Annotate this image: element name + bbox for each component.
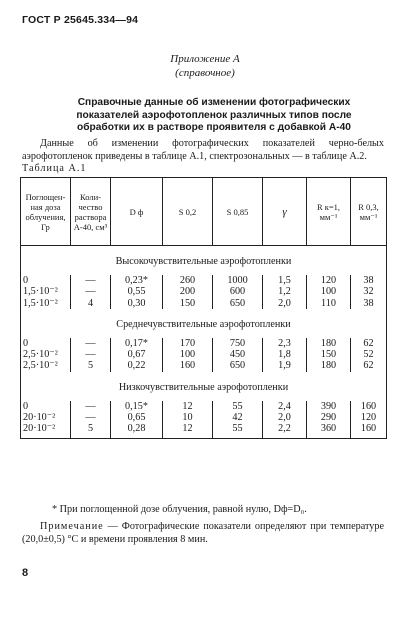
cell: 38 bbox=[363, 297, 374, 309]
cell: 750 bbox=[229, 338, 246, 350]
section-title: Среднечувствительные аэрофотопленки bbox=[21, 309, 387, 338]
section-title: Высокочувствительные аэрофотопленки bbox=[21, 246, 387, 276]
table-row bbox=[21, 401, 387, 439]
cell: 450 bbox=[229, 349, 246, 361]
cell: 52 bbox=[363, 349, 374, 361]
cell: 12 bbox=[182, 400, 193, 412]
cell: 1000 bbox=[227, 275, 248, 287]
cell: — bbox=[85, 349, 96, 361]
appendix-title: Приложение А bbox=[170, 53, 240, 65]
cell: — bbox=[85, 338, 96, 350]
cell: 0,17* bbox=[125, 338, 148, 350]
cell: 62 bbox=[363, 338, 374, 350]
cell: — bbox=[85, 400, 96, 412]
cell: 5 bbox=[87, 360, 94, 372]
cell: 290 bbox=[320, 412, 337, 424]
header-gamma: γ bbox=[263, 178, 307, 246]
cell: 55 bbox=[232, 400, 243, 412]
cell: 260 bbox=[179, 275, 196, 287]
cell: 62 bbox=[363, 360, 374, 372]
cell: 1,2 bbox=[278, 286, 291, 298]
cell: 1,8 bbox=[278, 349, 291, 361]
cell: 20·10⁻² bbox=[23, 423, 56, 435]
cell: 0 bbox=[23, 400, 29, 412]
section-header bbox=[21, 309, 387, 338]
cell: 5 bbox=[87, 423, 94, 435]
section-header bbox=[21, 246, 387, 276]
table-caption: Таблица А.1 bbox=[22, 163, 87, 174]
cell: 600 bbox=[229, 286, 246, 298]
cell: 120 bbox=[360, 412, 377, 424]
cell: — bbox=[85, 275, 96, 287]
appendix-subtitle: (справочное) bbox=[175, 67, 235, 79]
cell: 0 bbox=[23, 275, 29, 287]
note-text: — Фотографические показатели определяют при температуре (20,0±0,5) °С и времени проявления 8 мин. bbox=[22, 521, 384, 545]
cell: 170 bbox=[179, 338, 196, 350]
header-rk: R к=1, мм⁻¹ bbox=[307, 178, 351, 246]
cell: 2,3 bbox=[278, 338, 291, 350]
cell: 180 bbox=[320, 338, 337, 350]
cell: 1,5·10⁻² bbox=[23, 286, 58, 298]
cell: 180 bbox=[320, 360, 337, 372]
cell: 42 bbox=[232, 412, 243, 424]
cell: 0,15* bbox=[125, 400, 148, 412]
header-solution: Коли-чество раствора А-40, см³ bbox=[71, 178, 111, 246]
cell: 0,65 bbox=[127, 412, 146, 424]
page-number: 8 bbox=[22, 567, 29, 579]
header-dose: Поглощен-ная доза облучения, Гр bbox=[21, 178, 71, 246]
cell: 120 bbox=[320, 275, 337, 287]
data-table bbox=[20, 177, 387, 439]
note-label: Примечание bbox=[40, 521, 104, 532]
document-header: ГОСТ Р 25645.334—94 bbox=[22, 14, 139, 26]
cell: 100 bbox=[179, 349, 196, 361]
appendix-heading bbox=[0, 52, 410, 80]
cell: 2,5·10⁻² bbox=[23, 349, 58, 361]
cell: 160 bbox=[179, 360, 196, 372]
cell: 2,0 bbox=[278, 412, 291, 424]
table-row bbox=[21, 275, 387, 309]
table-row bbox=[21, 338, 387, 372]
cell: 20·10⁻² bbox=[23, 412, 56, 424]
cell: 1,9 bbox=[278, 360, 291, 372]
cell: 0,23* bbox=[125, 275, 148, 287]
cell: 2,2 bbox=[278, 423, 291, 435]
cell: 1,5·10⁻² bbox=[23, 297, 58, 309]
cell: 390 bbox=[320, 400, 337, 412]
cell: 360 bbox=[320, 423, 337, 435]
header-density: D ф bbox=[111, 178, 163, 246]
header-s085: S 0,85 bbox=[213, 178, 263, 246]
cell: 160 bbox=[360, 400, 377, 412]
cell: 0,55 bbox=[127, 286, 146, 298]
cell: 0,22 bbox=[127, 360, 146, 372]
cell: 55 bbox=[232, 423, 243, 435]
header-s02: S 0,2 bbox=[163, 178, 213, 246]
cell: 2,0 bbox=[278, 297, 291, 309]
intro-paragraph: Данные об изменении фотографических показателей черно-белых аэрофотопленок приведены в таблице А.1, спектрозональных — в таблице А.2. bbox=[22, 138, 384, 162]
cell: 0 bbox=[23, 338, 29, 350]
cell: 2,4 bbox=[278, 400, 291, 412]
header-r03: R 0,3, мм⁻¹ bbox=[351, 178, 387, 246]
cell: 12 bbox=[182, 423, 193, 435]
cell: 200 bbox=[179, 286, 196, 298]
cell: 160 bbox=[360, 423, 377, 435]
cell: 4 bbox=[87, 297, 94, 309]
section-header bbox=[21, 372, 387, 401]
cell: — bbox=[85, 412, 96, 424]
cell: 2,5·10⁻² bbox=[23, 360, 58, 372]
cell: 110 bbox=[321, 297, 336, 309]
cell: — bbox=[85, 286, 96, 298]
cell: 650 bbox=[229, 360, 246, 372]
table-header-row bbox=[21, 178, 387, 246]
table-footnote: * При поглощенной дозе облучения, равной нулю, Dф=D₀. bbox=[52, 504, 307, 515]
cell: 0,28 bbox=[127, 423, 146, 435]
cell: 10 bbox=[182, 412, 193, 424]
cell: 32 bbox=[363, 286, 374, 298]
section-title: Низкочувствительные аэрофотопленки bbox=[21, 372, 387, 401]
document-title: Справочные данные об изменении фотографических показателей аэрофотопленок различных типов после обработки их в растворе проявителя с добавкой А-40 bbox=[76, 97, 352, 133]
cell: 38 bbox=[363, 275, 374, 287]
cell: 1,5 bbox=[278, 275, 291, 287]
cell: 0,30 bbox=[127, 297, 146, 309]
cell: 150 bbox=[179, 297, 196, 309]
cell: 100 bbox=[320, 286, 337, 298]
cell: 0,67 bbox=[127, 349, 146, 361]
cell: 150 bbox=[320, 349, 337, 361]
table-note bbox=[22, 521, 384, 546]
cell: 650 bbox=[229, 297, 246, 309]
